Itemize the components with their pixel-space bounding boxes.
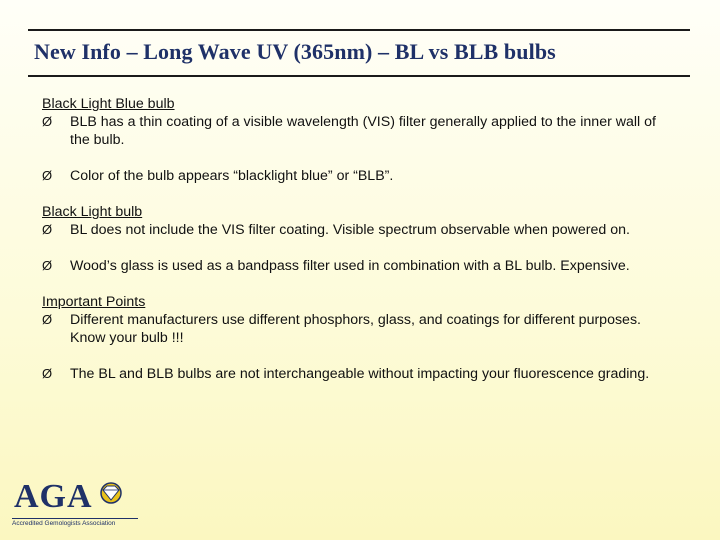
bullet-text: The BL and BLB bulbs are not interchangeable without impacting your fluorescence grading.: [70, 366, 650, 382]
diamond-icon: [101, 483, 121, 503]
aga-logo: AGA: [14, 478, 93, 515]
bullet-item: [42, 221, 672, 239]
bullet-arrow-icon: Ø: [42, 258, 53, 273]
slide-title: New Info – Long Wave UV (365nm) – BL vs BLB bulbs: [34, 39, 556, 64]
bullet-arrow-icon: Ø: [42, 222, 53, 237]
logo-subtitle: Accredited Gemologists Association: [12, 518, 138, 527]
bullet-item: [42, 167, 672, 185]
bullet-arrow-icon: Ø: [42, 312, 53, 327]
section-heading-bl: Black Light bulb: [42, 204, 143, 220]
bullet-text: Color of the bulb appears “blacklight blue” or “BLB”.: [70, 168, 394, 184]
section-heading-important: Important Points: [42, 294, 146, 310]
bullet-arrow-icon: Ø: [42, 168, 53, 183]
bullet-arrow-icon: Ø: [42, 114, 53, 129]
bullet-item: [42, 257, 672, 275]
title-rule-bottom: [28, 75, 690, 77]
bullet-text: Wood’s glass is used as a bandpass filter used in combination with a BL bulb. Expensive.: [70, 258, 630, 274]
bullet-item: [42, 365, 672, 383]
bullet-item: [42, 113, 672, 149]
bullet-item: [42, 311, 672, 347]
slide-body: [42, 95, 672, 383]
bullet-arrow-icon: Ø: [42, 366, 53, 381]
section-heading-blb: Black Light Blue bulb: [42, 96, 175, 112]
bullet-text: Different manufacturers use different phosphors, glass, and coatings for different purposes. Know your bulb !!!: [70, 312, 641, 346]
title-rule-top: [28, 29, 690, 31]
bullet-text: BLB has a thin coating of a visible wavelength (VIS) filter generally applied to the inner wall of the bulb.: [70, 114, 656, 148]
bullet-text: BL does not include the VIS filter coating. Visible spectrum observable when powered on.: [70, 222, 630, 238]
